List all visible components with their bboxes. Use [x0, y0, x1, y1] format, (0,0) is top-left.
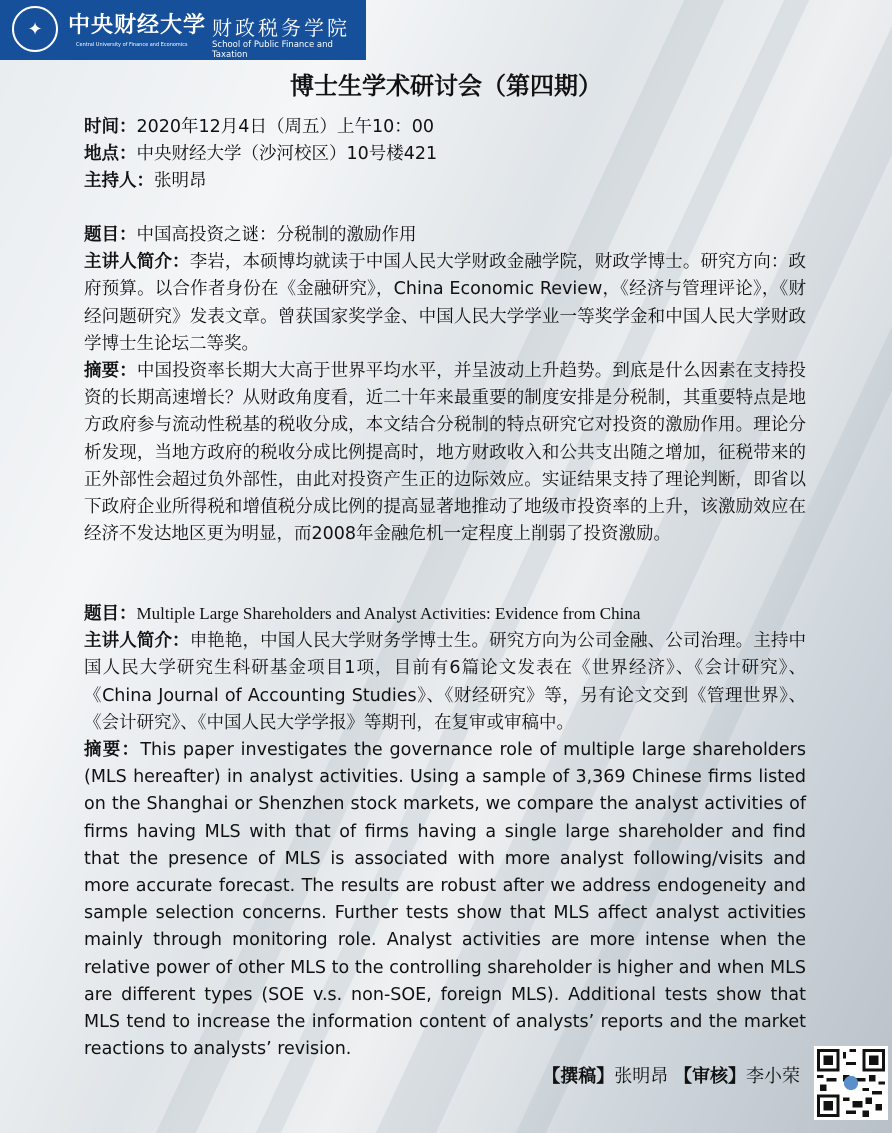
reviewer-label: 【审核】	[674, 1066, 746, 1087]
talk-abstract	[84, 358, 806, 548]
speaker-bio	[84, 249, 806, 358]
topic-value: Multiple Large Shareholders and Analyst Activities: Evidence from China	[136, 604, 641, 623]
credits	[542, 1062, 800, 1088]
topic-label: 题目：	[84, 604, 137, 624]
university-seal-icon: ✦	[12, 6, 58, 52]
school-name-en: School of Public Finance and Taxation	[212, 40, 333, 60]
place-label: 地点：	[84, 144, 137, 165]
event-info	[84, 114, 806, 196]
host-label: 主持人：	[84, 171, 154, 192]
bio-value: 李岩，本硕博均就读于中国人民大学财政金融学院，财政学博士。研究方向：政府预算。以合作者身份在《金融研究》，China Economic Review，《经济与管理评论》，《财经问题研究》发表文章。曾获国家奖学金、中国人民大学学业一等奖学金和中国人民大学财政学博士生论坛二等奖。	[84, 252, 807, 354]
abstract-value: This paper investigates the governance role of multiple large shareholders (MLS hereafter) in analyst activities. Using a sample of 3,369 Chinese firms listed on the Shanghai or Shenzhen stock markets, we compare the analyst activities of firms having MLS with that of firms having a single large shareholder and find that the presence of MLS is associated with more analyst following/visits and more accurate forecast. The results are robust after we address endogeneity and sample selection concerns. Further tests show that MLS affect analyst activities mainly through monitoring role. Analyst activities are more intense when the relative power of other MLS to the controlling shareholder is higher and when MLS are different types (SOE v.s. non-SOE, foreign MLS). Additional tests show that MLS tend to increase the information content of analysts’ reports and the market reactions to analysts’ revision.	[84, 740, 806, 1060]
abstract-value: 中国投资率长期大大高于世界平均水平，并呈波动上升趋势。到底是什么因素在支持投资的长期高速增长？从财政角度看，近二十年来最重要的制度安排是分税制，其重要特点是地方政府参与流动性税基的税收分成，本文结合分税制的特点研究它对投资的激励作用。理论分析发现，当地方政府的税收分成比例提高时，地方财政收入和公共支出随之增加，征税带来的正外部性会超过负外部性，由此对投资产生正的边际效应。实证结果支持了理论判断，即省以下政府企业所得税和增值税分成比例的提高显著地推动了地级市投资率的上升，该激励效应在经济不发达地区更为明显，而2008年金融危机一定程度上削弱了投资激励。	[84, 361, 807, 545]
bio-value: 申艳艳，中国人民大学财务学博士生。研究方向为公司金融、公司治理。主持中国人民大学研究生科研基金项目1项，目前有6篇论文发表在《世界经济》、《会计研究》、《China Journal of Accounting Studies》、《财经研究》等，另有论文交到《管理世界》、《会计研究》、《中国人民大学学报》等期刊，在复审或审稿中。	[84, 631, 807, 733]
place-line	[84, 141, 806, 168]
time-line	[84, 114, 806, 141]
page-title: 博士生学术研讨会（第四期）	[290, 72, 602, 100]
time-label: 时间：	[84, 117, 137, 137]
abstract-label: 摘要：	[84, 740, 141, 761]
university-name-en: Central University of Finance and Economics	[76, 42, 188, 48]
topic-label: 题目：	[84, 225, 137, 245]
writer-label: 【撰稿】	[542, 1066, 615, 1087]
bio-label: 主讲人简介：	[84, 631, 190, 652]
talk-1	[84, 222, 806, 548]
abstract-label: 摘要：	[84, 361, 137, 382]
host-value: 张明昂	[154, 171, 207, 192]
talk-2	[84, 600, 806, 1063]
host-line	[84, 168, 806, 195]
topic-value: 中国高投资之谜：分税制的激励作用	[136, 225, 417, 245]
university-name: 中央财经大学	[68, 12, 207, 38]
time-value: 2020年12月4日（周五）上午10：00	[136, 117, 434, 137]
talk-topic	[84, 222, 806, 249]
talk-topic	[84, 600, 806, 628]
qr-code-icon	[814, 1046, 888, 1120]
place-value: 中央财经大学（沙河校区）10号楼421	[136, 144, 438, 165]
school-name: 财政税务学院	[212, 16, 350, 40]
bio-label: 主讲人简介：	[84, 252, 190, 273]
school-banner	[0, 0, 366, 60]
speaker-bio	[84, 628, 806, 737]
talk-abstract	[84, 737, 806, 1063]
reviewer-value: 李小荣	[746, 1066, 800, 1087]
writer-value: 张明昂	[614, 1066, 669, 1087]
